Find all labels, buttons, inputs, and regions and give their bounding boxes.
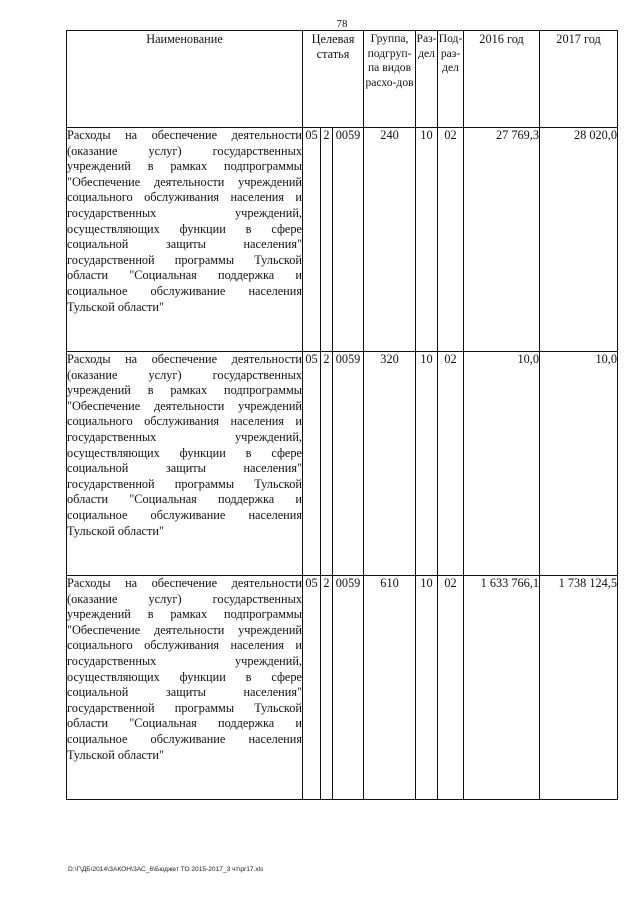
footer-file-path: D:\Г\ДБ\2014\ЗАКОН\ЗАС_6\Бюджет ТО 2015-2017_3 чт\pr17.xls — [68, 866, 264, 873]
row-section: 10 — [416, 576, 438, 800]
row-amount-2016: 27 769,3 — [464, 128, 540, 352]
header-year-2017: 2017 год — [540, 31, 618, 128]
row-subsection: 02 — [438, 128, 464, 352]
row-expense-group: 240 — [364, 128, 416, 352]
header-expense-group: Группа, подгруп-па видов расхо-дов — [364, 31, 416, 128]
budget-table — [66, 30, 618, 800]
row-code-subprogram: 2 — [321, 128, 333, 352]
row-code-item: 0059 — [333, 128, 364, 352]
page-number: 78 — [336, 18, 348, 30]
header-target-article: Целевая статья — [303, 31, 364, 128]
header-name: Наименование — [67, 31, 303, 128]
row-code-item: 0059 — [333, 352, 364, 576]
row-code-program: 05 — [303, 352, 321, 576]
row-amount-2017: 10,0 — [540, 352, 618, 576]
header-year-2016: 2016 год — [464, 31, 540, 128]
row-section: 10 — [416, 352, 438, 576]
row-name: Расходы на обеспечение деятельности (оказание услуг) государственных учреждений в рамках подпрограммы "Обеспечение деятельности учреждений социального обслуживания населения и государственных учреждений, осуществляющих функции в сфере социальной защиты населения" государственной программы Тульской области "Социальная поддержка и социальное обслуживание населения Тульской области" — [67, 576, 303, 800]
header-subsection: Под-раз-дел — [438, 31, 464, 128]
row-amount-2017: 28 020,0 — [540, 128, 618, 352]
table-row — [67, 576, 618, 800]
row-subsection: 02 — [438, 576, 464, 800]
row-code-program: 05 — [303, 128, 321, 352]
row-section: 10 — [416, 128, 438, 352]
table-header-row — [67, 31, 618, 128]
row-name: Расходы на обеспечение деятельности (оказание услуг) государственных учреждений в рамках подпрограммы "Обеспечение деятельности учреждений социального обслуживания населения и государственных учреждений, осуществляющих функции в сфере социальной защиты населения" государственной программы Тульской области "Социальная поддержка и социальное обслуживание населения Тульской области" — [67, 128, 303, 352]
table-row — [67, 352, 618, 576]
table-row — [67, 128, 618, 352]
row-code-subprogram: 2 — [321, 352, 333, 576]
row-code-subprogram: 2 — [321, 576, 333, 800]
row-amount-2016: 10,0 — [464, 352, 540, 576]
row-expense-group: 610 — [364, 576, 416, 800]
header-section: Раз-дел — [416, 31, 438, 128]
row-code-item: 0059 — [333, 576, 364, 800]
row-name: Расходы на обеспечение деятельности (оказание услуг) государственных учреждений в рамках подпрограммы "Обеспечение деятельности учреждений социального обслуживания населения и государственных учреждений, осуществляющих функции в сфере социальной защиты населения" государственной программы Тульской области "Социальная поддержка и социальное обслуживание населения Тульской области" — [67, 352, 303, 576]
row-subsection: 02 — [438, 352, 464, 576]
row-amount-2016: 1 633 766,1 — [464, 576, 540, 800]
row-expense-group: 320 — [364, 352, 416, 576]
row-amount-2017: 1 738 124,5 — [540, 576, 618, 800]
row-code-program: 05 — [303, 576, 321, 800]
